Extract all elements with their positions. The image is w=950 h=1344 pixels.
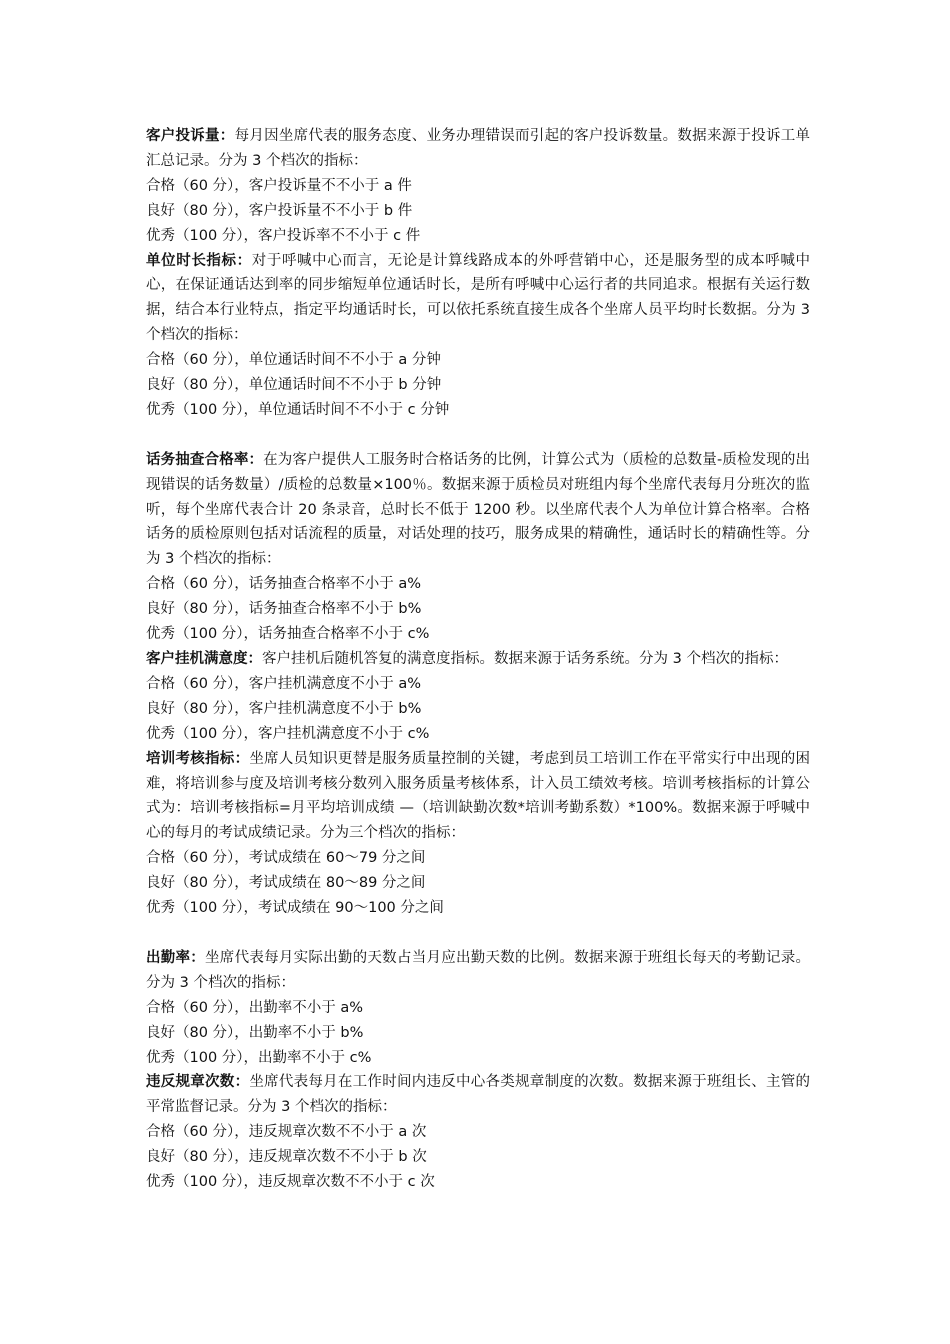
attendance-body: 坐席代表每月实际出勤的天数占当月应出勤天数的比例。数据来源于班组长每天的考勤记录。分为 3 个档次的指标：	[146, 949, 810, 991]
sampling-level-pass: 合格（60 分），话务抽查合格率不小于 a%	[146, 576, 422, 593]
satisfaction-level-excellent: 优秀（100 分），客户挂机满意度不小于 c%	[146, 725, 430, 742]
complaints-level-pass: 合格（60 分），客户投诉量不不小于 a 件	[146, 177, 412, 194]
violations-level-pass: 合格（60 分），违反规章次数不不小于 a 次	[146, 1124, 427, 1141]
sampling-body: 在为客户提供人工服务时合格话务的比例，计算公式为（质检的总数量-质检发现的出现错误的话务数量）/质检的总数量×100％。数据来源于质检员对班组内每个坐席代表每月分班次的监听，每个坐席代表合计 20 条录音，总时长不低于 1200 秒。以坐席代表个人为单位计算合格率。合格话务的质检原则包括对话流程的质量，对话处理的技巧，服务成果的精确性，通话时长的精确性等。分为 3 个档次的指标：	[146, 451, 811, 568]
training-level-pass: 合格（60 分），考试成绩在 60～79 分之间	[146, 850, 426, 867]
satisfaction-term: 客户挂机满意度：	[146, 651, 262, 668]
blank-line	[146, 423, 810, 448]
training-paragraph	[146, 747, 810, 847]
violations-body: 坐席代表每月在工作时间内违反中心各类规章制度的次数。数据来源于班组长、主管的平常监督记录。分为 3 个档次的指标：	[146, 1074, 811, 1116]
violations-paragraph	[146, 1070, 810, 1120]
section-violations	[146, 1070, 810, 1195]
satisfaction-paragraph	[146, 647, 810, 672]
attendance-level-pass: 合格（60 分），出勤率不小于 a%	[146, 999, 364, 1016]
attendance-level-good: 良好（80 分），出勤率不小于 b%	[146, 1024, 364, 1041]
violations-level-good: 良好（80 分），违反规章次数不不小于 b 次	[146, 1149, 427, 1166]
complaints-term: 客户投诉量：	[146, 128, 235, 144]
training-body: 坐席人员知识更替是服务质量控制的关键，考虑到员工培训工作在平常实行中出现的困难，将培训参与度及培训考核分数列入服务质量考核体系，计入员工绩效考核。培训考核指标的计算公式为：培训考核指标=月平均培训成绩 —（培训缺勤次数*培训考勤系数）*100%。数据来源于呼喊中心的每月的考试成绩记录。分为三个档次的指标：	[146, 750, 811, 842]
duration-term: 单位时长指标：	[146, 252, 252, 269]
attendance-paragraph	[146, 946, 810, 996]
duration-level-good: 良好（80 分），单位通话时间不不小于 b 分钟	[146, 377, 442, 394]
sampling-paragraph	[146, 448, 810, 573]
satisfaction-body: 客户挂机后随机答复的满意度指标。数据来源于话务系统。分为 3 个档次的指标：	[262, 651, 788, 668]
section-sampling	[146, 448, 810, 647]
satisfaction-level-pass: 合格（60 分），客户挂机满意度不小于 a%	[146, 675, 422, 692]
document-page	[146, 124, 810, 1195]
blank-line	[146, 921, 810, 946]
violations-term: 违反规章次数：	[146, 1074, 250, 1091]
section-satisfaction	[146, 647, 810, 747]
duration-paragraph	[146, 249, 810, 349]
training-level-excellent: 优秀（100 分），考试成绩在 90～100 分之间	[146, 900, 444, 917]
attendance-term: 出勤率：	[146, 949, 206, 966]
section-training	[146, 747, 810, 921]
training-level-good: 良好（80 分），考试成绩在 80～89 分之间	[146, 875, 426, 892]
duration-level-pass: 合格（60 分），单位通话时间不不小于 a 分钟	[146, 352, 441, 369]
complaints-paragraph	[146, 124, 810, 174]
satisfaction-level-good: 良好（80 分），客户挂机满意度不小于 b%	[146, 700, 422, 717]
sampling-level-excellent: 优秀（100 分），话务抽查合格率不小于 c%	[146, 626, 430, 643]
violations-level-excellent: 优秀（100 分），违反规章次数不不小于 c 次	[146, 1174, 435, 1191]
attendance-level-excellent: 优秀（100 分），出勤率不小于 c%	[146, 1049, 372, 1066]
section-duration	[146, 249, 810, 423]
complaints-body: 每月因坐席代表的服务态度、业务办理错误而引起的客户投诉数量。数据来源于投诉工单汇总记录。分为 3 个档次的指标：	[146, 128, 811, 169]
sampling-term: 话务抽查合格率：	[146, 451, 264, 468]
duration-level-excellent: 优秀（100 分），单位通话时间不不小于 c 分钟	[146, 401, 450, 418]
section-attendance	[146, 946, 810, 1071]
complaints-level-excellent: 优秀（100 分），客户投诉率不不小于 c 件	[146, 227, 421, 244]
complaints-level-good: 良好（80 分），客户投诉量不不小于 b 件	[146, 202, 413, 219]
sampling-level-good: 良好（80 分），话务抽查合格率不小于 b%	[146, 601, 422, 618]
training-term: 培训考核指标：	[146, 750, 250, 767]
section-complaints	[146, 124, 810, 249]
duration-body: 对于呼喊中心而言，无论是计算线路成本的外呼营销中心，还是服务型的成本呼喊中心，在保证通话达到率的同步缩短单位通话时长，是所有呼喊中心运行者的共同追求。根据有关运行数据，结合本行业特点，指定平均通话时长，可以依托系统直接生成各个坐席人员平均时长数据。分为 3 个档次的指标：	[146, 252, 810, 344]
